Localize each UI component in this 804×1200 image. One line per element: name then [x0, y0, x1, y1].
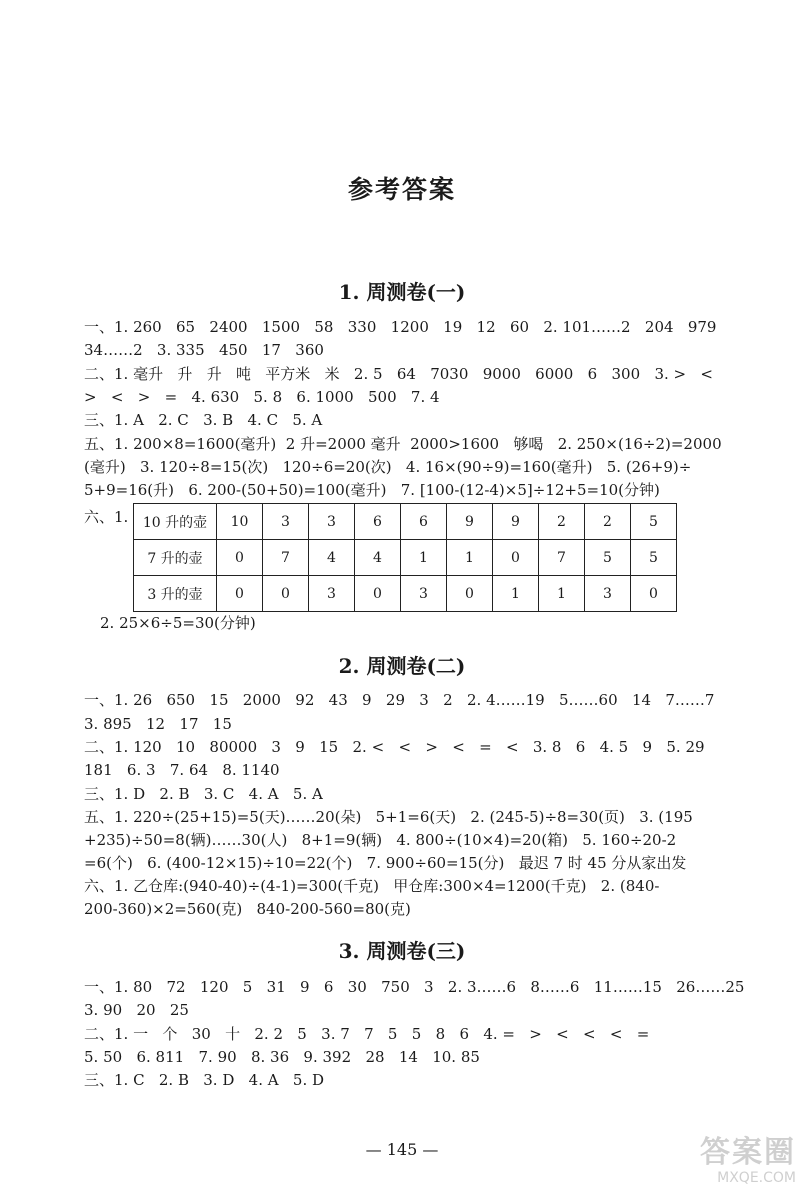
table-cell: 6: [355, 504, 401, 540]
answer-line: 3. 895 12 17 15: [84, 715, 232, 733]
answer-line: 200-360)×2=560(克) 840-200-560=80(克): [84, 900, 411, 918]
table-cell: 3 升的壶: [134, 576, 217, 612]
table-label: 六、1.: [84, 508, 129, 526]
table-cell: 5: [631, 540, 677, 576]
answer-line: =6(个) 6. (400-12×15)÷10=22(个) 7. 900÷60=15(分) 最迟 7 时 45 分从家出发: [84, 854, 687, 872]
answer-line: 五、1. 220÷(25+15)=5(天)……20(朵) 5+1=6(天) 2. (245-5)÷8=30(页) 3. (195: [84, 808, 693, 826]
answer-line: 一、1. 260 65 2400 1500 58 330 1200 19 12 60 2. 101……2 204 979: [84, 318, 717, 336]
answer-line: 三、1. A 2. C 3. B 4. C 5. A: [84, 411, 323, 429]
answer-line: 3. 90 20 25: [84, 1001, 189, 1019]
section-title-3: 3. 周测卷(三): [338, 939, 466, 963]
answer-line: 2. 25×6÷5=30(分钟): [100, 614, 256, 632]
table-cell: 1: [493, 576, 539, 612]
answer-line: 五、1. 200×8=1600(毫升) 2 升=2000 毫升 2000>1600 够喝 2. 250×(16÷2)=2000: [84, 435, 722, 453]
answer-line: 181 6. 3 7. 64 8. 1140: [84, 761, 280, 779]
table-cell: 7: [539, 540, 585, 576]
answer-line: 二、1. 一 个 30 十 2. 2 5 3. 7 7 5 5 8 6 4. = > < < < =: [84, 1025, 650, 1043]
table-row: [134, 576, 677, 612]
answer-line: > < > = 4. 630 5. 8 6. 1000 500 7. 4: [84, 388, 440, 406]
table-cell: 1: [447, 540, 493, 576]
table-cell: 0: [355, 576, 401, 612]
table-cell: 10: [217, 504, 263, 540]
answer-line: 34……2 3. 335 450 17 360: [84, 341, 324, 359]
answer-line: 二、1. 毫升 升 升 吨 平方米 米 2. 5 64 7030 9000 6000 6 300 3. > <: [84, 365, 713, 383]
table-cell: 1: [539, 576, 585, 612]
table-cell: 3: [585, 576, 631, 612]
watermark-url: MXQE.COM: [717, 1170, 796, 1186]
answer-line: +235)÷50=8(辆)……30(人) 8+1=9(辆) 4. 800÷(10×4)=20(箱) 5. 160÷20-2: [84, 831, 677, 849]
answer-line: 一、1. 26 650 15 2000 92 43 9 29 3 2 2. 4……19 5……60 14 7……7: [84, 691, 715, 709]
table-cell: 0: [493, 540, 539, 576]
table-cell: 2: [539, 504, 585, 540]
table-cell: 6: [401, 504, 447, 540]
table-cell: 3: [309, 504, 355, 540]
answer-line: 六、1. 乙仓库:(940-40)÷(4-1)=300(千克) 甲仓库:300×4=1200(千克) 2. (840-: [84, 877, 660, 895]
table-cell: 9: [493, 504, 539, 540]
answer-line: (毫升) 3. 120÷8=15(次) 120÷6=20(次) 4. 16×(90÷9)=160(毫升) 5. (26+9)÷: [84, 458, 692, 476]
table-cell: 1: [401, 540, 447, 576]
table-row: [134, 540, 677, 576]
table-cell: 0: [217, 540, 263, 576]
table-cell: 0: [631, 576, 677, 612]
answer-line: 5+9=16(升) 6. 200-(50+50)=100(毫升) 7. [100-(12-4)×5]÷12+5=10(分钟): [84, 481, 660, 499]
table-cell: 9: [447, 504, 493, 540]
table-cell: 4: [355, 540, 401, 576]
section-title-2: 2. 周测卷(二): [338, 654, 466, 678]
table-cell: 3: [263, 504, 309, 540]
table-cell: 4: [309, 540, 355, 576]
watermark-text: 答案圈: [700, 1135, 796, 1170]
table-cell: 0: [263, 576, 309, 612]
table-cell: 7: [263, 540, 309, 576]
page-title: 参考答案: [347, 175, 456, 204]
answer-line: 三、1. D 2. B 3. C 4. A 5. A: [84, 785, 323, 803]
jug-table: [133, 503, 677, 612]
page-number: — 145 —: [365, 1140, 439, 1159]
table-row: [134, 504, 677, 540]
answer-line: 二、1. 120 10 80000 3 9 15 2. < < > < = < 3. 8 6 4. 5 9 5. 29: [84, 738, 705, 756]
answer-line: 三、1. C 2. B 3. D 4. A 5. D: [84, 1071, 325, 1089]
table-cell: 10 升的壶: [134, 504, 217, 540]
table-cell: 0: [447, 576, 493, 612]
table-cell: 7 升的壶: [134, 540, 217, 576]
section-title-1: 1. 周测卷(一): [338, 280, 466, 304]
table-cell: 5: [585, 540, 631, 576]
table-cell: 3: [401, 576, 447, 612]
table-cell: 0: [217, 576, 263, 612]
table-cell: 2: [585, 504, 631, 540]
table-cell: 5: [631, 504, 677, 540]
answer-line: 一、1. 80 72 120 5 31 9 6 30 750 3 2. 3……6 8……6 11……15 26……25: [84, 978, 745, 996]
answer-line: 5. 50 6. 811 7. 90 8. 36 9. 392 28 14 10. 85: [84, 1048, 480, 1066]
table-cell: 3: [309, 576, 355, 612]
